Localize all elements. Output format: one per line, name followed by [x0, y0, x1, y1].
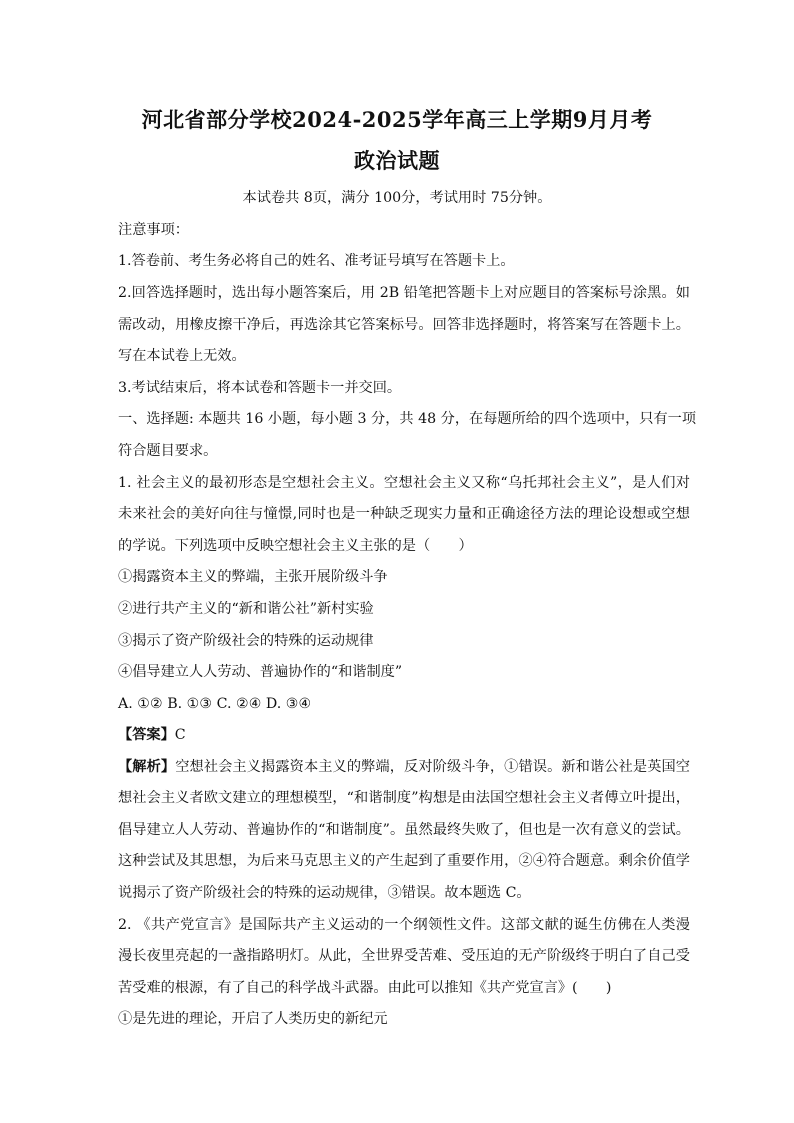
notes-item-2-line-3: 写在本试卷上无效。: [118, 348, 246, 364]
notes-heading: 注意事项：: [118, 222, 189, 238]
q2-stem-line-1: 2. 《共产党宣言》是国际共产主义运动的一个纲领性文件。这部文献的诞生仿佛在人类漫: [118, 917, 690, 933]
q1-analysis-line-2: 想社会主义者欧文建立的理想模型，“和谐制度”构想是由法国空想社会主义者傅立叶提出，: [118, 790, 690, 806]
section-heading-line-1: 一、选择题: 本题共 16 小题，每小题 3 分，共 48 分，在每题所给的四个选项中，只有一项: [118, 411, 697, 427]
q1-answer: [118, 724, 690, 746]
q1-stem-line-2: 未来社会的美好向往与憧憬,同时也是一种缺乏现实力量和正确途径方法的理论设想或空想: [118, 506, 690, 522]
q2-stem-line-3: 苦受难的根源，有了自己的科学战斗武器。由此可以推知《共产党宣言》( ): [118, 980, 612, 996]
answer-value: C: [174, 727, 186, 743]
q1-analysis-line-4: 这种尝试及其思想，为后来马克思主义的产生起到了重要作用，②④符合题意。剩余价值学: [118, 853, 690, 869]
q1-stem-line-3: 的学说。下列选项中反映空想社会主义主张的是（ ）: [118, 538, 473, 554]
q1-option-3: ③揭示了资产阶级社会的特殊的运动规律: [118, 633, 374, 649]
q2-option-1: ①是先进的理论，开启了人类历史的新纪元: [118, 1011, 388, 1027]
analysis-label: 【解析】: [118, 759, 176, 775]
section-heading-line-2: 符合题目要求。: [118, 443, 218, 459]
q2-stem-line-2: 漫长夜里亮起的一盏指路明灯。从此，全世界受苦难、受压迫的无产阶级终于明白了自己受: [118, 948, 690, 964]
q1-option-1: ①揭露资本主义的弊端，主张开展阶级斗争: [118, 569, 388, 585]
exam-info: 本试卷共 8页，满分 100分，考试用时 75分钟。: [242, 190, 552, 206]
notes-item-2-line-2: 需改动，用橡皮擦干净后，再选涂其它答案标号。回答非选择题时，将答案写在答题卡上。: [118, 317, 690, 333]
q1-option-4: ④倡导建立人人劳动、普遍协作的“和谐制度”: [118, 664, 403, 680]
notes-item-2-line-1: 2.回答选择题时，选出每小题答案后，用 2B 铅笔把答题卡上对应题目的答案标号涂黑。如: [118, 285, 690, 301]
q1-analysis-line-3: 倡导建立人人劳动、普遍协作的“和谐制度”。虽然最终失败了，但也是一次有意义的尝试。: [118, 822, 690, 838]
q1-choices: A. ①② B. ①③ C. ②④ D. ③④: [118, 696, 312, 712]
document-title: 河北省部分学校2024-2025学年高三上学期9月月考: [141, 107, 653, 132]
notes-item-1: 1.答卷前、考生务必将自己的姓名、准考证号填写在答题卡上。: [118, 253, 515, 269]
q1-analysis-line-1: [118, 756, 690, 778]
notes-item-3: 3.考试结束后，将本试卷和答题卡一并交回。: [118, 380, 402, 396]
q1-stem-line-1: 1. 社会主义的最初形态是空想社会主义。空想社会主义又称“乌托邦社会主义”，是人们对: [118, 475, 690, 491]
document-subject: 政治试题: [354, 148, 440, 173]
q1-option-2: ②进行共产主义的“新和谐公社”新村实验: [118, 601, 374, 617]
q1-analysis-line-5: 说揭示了资产阶级社会的特殊的运动规律，③错误。故本题选 C。: [118, 885, 531, 901]
answer-label: 【答案】: [118, 727, 175, 743]
analysis-text: 空想社会主义揭露资本主义的弊端，反对阶级斗争，①错误。新和谐公社是英国空: [175, 759, 690, 775]
